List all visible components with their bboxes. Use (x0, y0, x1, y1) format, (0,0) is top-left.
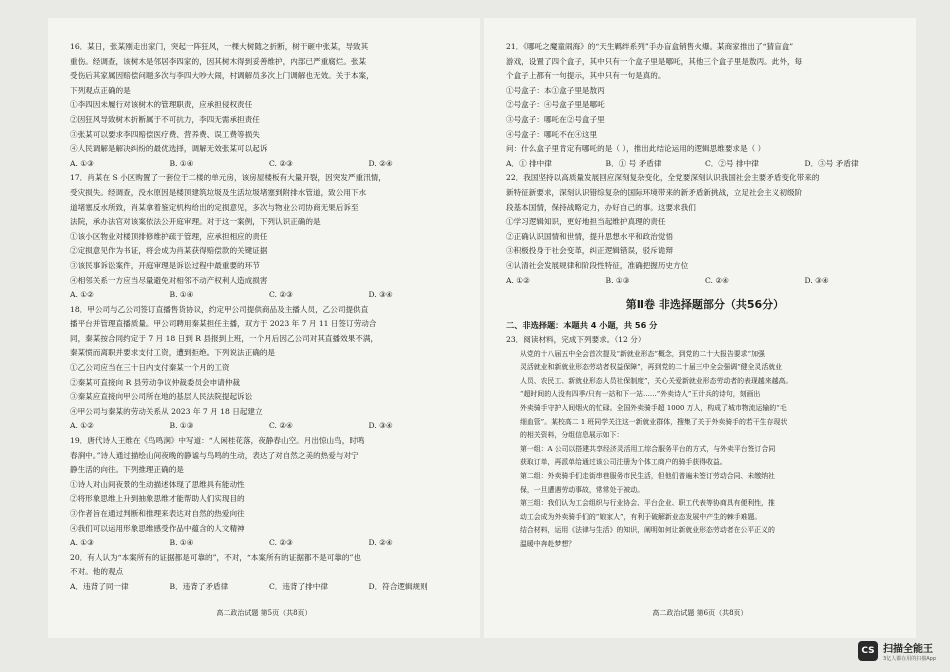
answer-option: D. ③④ (368, 290, 393, 300)
question-text-line: 不对。他的观点 (70, 567, 124, 577)
question-text-line: 受灾损失。经调查，没水原因是楼顶建筑垃圾及生活垃圾堵塞到附排水管道，致公用下水 (70, 187, 367, 197)
question-text-line: ②将形象思维上升到抽象思维才能帮助人们实现目的 (70, 494, 245, 504)
answer-option: B. ①④ (169, 158, 194, 168)
question-text-line: 重伤。经调查，该树木是邻居李四家的，因其树木得到妥善维护，内部已严重腐烂。张某 (70, 56, 367, 66)
answer-options (70, 157, 468, 172)
answer-option: D．符合逻辑规则 (368, 581, 428, 591)
answer-option: D. ②④ (368, 538, 393, 548)
answer-option: A. ①③ (70, 538, 94, 548)
question-text-line: 新特征新要求，深刻认识错综复杂的国际环境带来的新矛盾新挑战，立足社会主义初级阶 (506, 187, 803, 197)
answer-option: C. ②③ (269, 538, 293, 548)
question-text-line: ②定损意见作为书证，将会成为肖某获得赔偿款的关键证据 (70, 246, 268, 256)
question-text-line: 受伤后其家属因赔偿问题多次与李四大吵大闹，村调解员多次上门调解也无效。关于本案， (70, 71, 374, 81)
question-text-line: 道堵塞反水所致，肖某拿着鉴定机构给出的定损意见，多次与物业公司协商无果后诉至 (70, 202, 359, 212)
answer-option: A. ①③ (70, 158, 94, 168)
answer-options (506, 157, 904, 172)
answer-option: A. ①② (70, 290, 94, 300)
answer-option: B. ①③ (605, 275, 630, 285)
question-text-line: 段基本国情，保持战略定力，办好自己的事。这要求我们 (506, 202, 696, 212)
question-text-line: 秦某愤而离职并要求支付工资，遭到拒绝。下列说法正确的是 (70, 348, 276, 358)
question-text-line: ③号盒子：哪吒在②号盒子里 (506, 114, 605, 124)
material-text-line: 获取订单，再派单给通过该公司注册为个体工商户的骑手获得收益。 (520, 458, 727, 467)
answer-option: B. ①④ (169, 290, 194, 300)
material-text-line: 第二组：外卖骑手们走街串巷服务市民生活，但他们普遍未签订劳动合同、未缴纳社 (520, 472, 775, 481)
question-text-line: ③积极投身于社会变革，纠正逻辑错误，驳斥诡辩 (506, 246, 674, 256)
question-text-line: 同，秦某按合同约定于 7 月 18 日到 R 县报到上班，一个月后因乙公司对其直播效果不满， (70, 333, 379, 343)
question-text-line: ③秦某应直接向甲公司所在地的基层人民法院提起诉讼 (70, 392, 253, 402)
material-text-line: 保，一旦遭遇劳动事故，常常处于被动。 (520, 485, 645, 494)
question-text-line: ④号盒子：哪吒不在④这里 (506, 129, 598, 139)
answer-option: D. ③④ (368, 421, 393, 431)
question-text-line: ②正确认识国情和世情，提升思想水平和政治觉悟 (506, 231, 674, 241)
question-text-line: ④我们可以运用形象思维感受作品中蕴含的人文精神 (70, 523, 245, 533)
question-text-line: ①该小区物业对楼顶排修维护疏于管理，应承担相应的责任 (70, 231, 268, 241)
answer-option: C. ②④ (705, 275, 729, 285)
answer-options (70, 580, 468, 595)
material-text-line: 动工会成为外卖骑手们的“娘家人”，有利于破解新业态发展中产生的棘手难题。 (520, 512, 762, 521)
question-text-line: 静生活的向往。下列推理正确的是 (70, 465, 184, 475)
question-text-line: ③该民事诉讼案件，开庭审理是诉讼过程中最重要的环节 (70, 260, 260, 270)
question-text-line: ②秦某可直接向 R 县劳动争议仲裁委员会申请仲裁 (70, 377, 241, 387)
brand-tagline: 3亿人都在用的扫描App (883, 656, 936, 662)
question-text-line: ④人民调解是解决纠纷的最优选择，调解无效张某可以起诉 (70, 144, 268, 154)
question-text-line: 个盒子上都有一句提示，其中只有一句是真的。 (506, 71, 666, 81)
question-text-line: ③张某可以要求李四赔偿医疗费、营养费、误工费等损失 (70, 129, 260, 139)
answer-option: C. ②③ (269, 290, 293, 300)
question-text-line: 21．《哪吒之魔童闹海》的“天生羁绊系列”手办盲盒销售火爆。某商家推出了“猜盲盒” (506, 42, 794, 51)
question-text-line: 问：什么盒子里肯定有哪吒的是（ ），推出此结论运用的逻辑思维要求是（ ） (506, 144, 766, 154)
answer-option: A. ①② (506, 275, 530, 285)
question-text-line: 下列观点正确的是 (70, 85, 131, 95)
section-heading: 二、非选择题：本题共 4 小题，共 56 分 (506, 320, 658, 331)
answer-options (70, 288, 468, 303)
question-text-line: 18．甲公司与乙公司签订直播售货协议，约定甲公司提供商品及主播人员，乙公司提供直 (70, 304, 369, 314)
material-text-line: “超时间的人没有四季/只有一站和下一站……”外卖诗人”王计兵的诗句，刻画出 (520, 390, 761, 399)
answer-option: C. ②④ (269, 421, 293, 431)
question-text-line: 17．肖某在 S 小区购置了一套位于二楼的单元房，该房屋楼板有大量开裂，因突发严重汛情， (70, 173, 386, 183)
question-text-line: ①乙公司应当在三十日内支付秦某一个月的工资 (70, 363, 230, 373)
answer-option: C. ②③ (269, 158, 293, 168)
question-text-line: ③作者旨在通过判断和推理来表达对自然的热爱向往 (70, 509, 245, 518)
question-text-line: ②号盒子：④号盒子里是哪吒 (506, 100, 605, 110)
answer-option: D. ③④ (804, 275, 829, 285)
answer-options (70, 419, 468, 434)
answer-option: A. ①② (70, 421, 94, 431)
answer-option: D. ②④ (368, 158, 393, 168)
answer-option: A．违背了同一律 (70, 581, 129, 591)
answer-options (70, 536, 468, 551)
camscanner-logo-icon: CS (858, 641, 878, 661)
question-text-line: ②因狂风导致树木折断属于不可抗力，李四无需承担责任 (70, 114, 260, 124)
material-text-line: 第三组：我们认为工会组织与行业协会、平台企业、职工代表等协商具有便利性，推 (520, 499, 775, 508)
answer-option: B. ①④ (169, 538, 194, 548)
page-footer-left: 高二政治试题 第5页（共8页） (216, 609, 312, 617)
question-text-line: ①号盒子：本①盒子里是敖丙 (506, 85, 605, 95)
scanner-watermark (858, 640, 936, 662)
question-text-line: ①诗人对山间夜景的生动描述体现了思维具有能动性 (70, 479, 245, 489)
answer-option: D．③号 矛盾律 (804, 158, 859, 168)
question-23-intro: 23．阅读材料，完成下列要求。（12 分） (506, 335, 646, 345)
material-text-line: 人员、农民工、新就业形态人员社保制度”，关心关爱新就业形态劳动者的表现越来越高。 (520, 376, 793, 385)
question-text-line: 法院，承办法官对该案依法公开庭审理。对于这一案例，下列认识正确的是 (70, 217, 321, 227)
answer-option: B. ①③ (169, 421, 194, 431)
answer-options (506, 274, 904, 289)
question-text-line: ④相邻关系一方应当尽量避免对相邻不动产权利人造成损害 (70, 275, 268, 285)
right-page (484, 18, 916, 638)
answer-option: B．违背了矛盾律 (169, 581, 229, 591)
question-text-line: 游戏，设置了四个盒子，其中只有一个盒子里是哪吒，其他三个盒子里是敖丙。此外，每 (506, 56, 803, 66)
page-footer-right: 高二政治试题 第6页（共8页） (652, 609, 748, 617)
question-text-line: 22．我国坚持以高质量发展回应深刻复杂变化，全党要深刻认识我国社会主要矛盾变化带来的 (506, 173, 820, 183)
material-text-line: 细血管”。某校高二 1 班同学关注这一新就业群体，搜集了关于外卖骑手的若干生存现状 (520, 417, 788, 426)
answer-option: A．① 排中律 (506, 158, 552, 168)
question-text-line: ①学习逻辑知识，更好地担当起维护真理的责任 (506, 217, 666, 227)
material-text-line: 从党的十八届五中全会首次提及“新就业形态”概念，到党的二十大报告要求“加强 (520, 349, 765, 358)
part-title: 第Ⅱ卷 非选择题部分（共56分） (625, 298, 785, 312)
question-text-line: ④甲公司与秦某的劳动关系从 2023 年 7 月 18 日起建立 (70, 406, 263, 416)
question-text-line: 19．唐代诗人王维在《鸟鸣涧》中写道：“人闲桂花落，夜静春山空。月出惊山鸟，时鸣 (70, 436, 365, 446)
question-text-line: ④认清社会发展规律和阶段性特征，准确把握历史方位 (506, 260, 689, 270)
question-text-line: ①李四因未履行对该树木的管理职责，应承担侵权责任 (70, 100, 253, 110)
material-text-line: 的相关资料，分组信息展示如下： (520, 431, 624, 440)
answer-option: B．① 号 矛盾律 (605, 158, 662, 168)
question-text-line: 20．有人认为“本案所有的证据都是可靠的”，不对，“本案所有的证据都不是可靠的”也 (70, 552, 361, 562)
answer-option: C．②号 排中律 (705, 158, 759, 168)
material-text-line: 外卖骑手守护人间烟火的忙碌。全国外卖骑手超 1000 万人，构成了城市物流运输的“毛 (520, 404, 787, 413)
question-text-line: 16．某日，张某刚走出家门，突起一阵狂风，一棵大树随之折断，树干砸中张某，导致其 (70, 42, 369, 51)
brand-name: 扫描全能王 (883, 644, 934, 655)
material-text-line: 灵活就业和新就业形态劳动者权益保障”，再到党的二十届三中全会强调“健全灵活就业 (520, 363, 782, 372)
question-text-line: 播平台并管理直播质量。甲公司聘用秦某担任主播，双方于 2023 年 7 月 11 日签订劳动合 (70, 319, 377, 329)
material-text-line: 结合材料，运用《法律与生活》的知识，阐明如何让新就业形态劳动者在公平正义的 (520, 526, 775, 535)
left-page (48, 18, 480, 638)
material-text-line: 第一组：A 公司以搭建共享经济灵活用工综合服务平台的方式，与外卖平台签订合同 (520, 444, 776, 453)
answer-option: C．违背了排中律 (269, 581, 328, 591)
question-text-line: 春涧中。”诗人通过描绘山间夜晚的静谧与鸟鸣的生动，表达了对自然之美的热爱与对宁 (70, 450, 359, 460)
material-text-line: 温暖中奔赴梦想？ (520, 540, 576, 548)
